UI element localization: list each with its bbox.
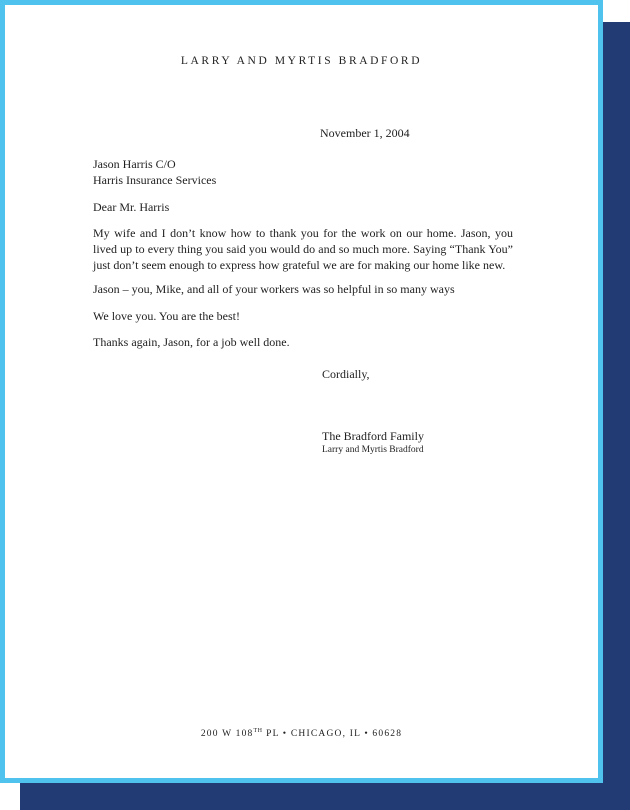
recipient-line-1: Jason Harris C/O xyxy=(93,157,176,171)
body-paragraph-1: My wife and I don’t know how to thank you for the work on our home. Jason, you lived up to every thing you said you would do and so much more. Saying “Thank You” just don’t seem enough to express how grateful we are for making our home like new. xyxy=(93,226,513,272)
body-paragraph-2: Jason – you, Mike, and all of your workers was so helpful in so many ways xyxy=(93,282,455,296)
body-paragraph-4: Thanks again, Jason, for a job well done. xyxy=(93,335,290,349)
body-paragraph-3: We love you. You are the best! xyxy=(93,309,241,323)
footer-street-number: 200 W 108 xyxy=(200,729,254,740)
footer-city-zip: PL • CHICAGO, IL • 60628 xyxy=(262,729,403,740)
recipient-address xyxy=(93,156,216,188)
salutation: Dear Mr. Harris xyxy=(93,200,170,214)
footer-street-suffix: TH xyxy=(253,728,263,734)
footer-address xyxy=(5,728,598,739)
closing: Cordially, xyxy=(322,367,370,381)
signature-name: The Bradford Family xyxy=(322,429,424,443)
signature-subline: Larry and Myrtis Bradford xyxy=(322,445,424,455)
letterhead-title: LARRY AND MYRTIS BRADFORD xyxy=(180,55,423,67)
recipient-line-2: Harris Insurance Services xyxy=(93,173,217,187)
letter-date: November 1, 2004 xyxy=(320,126,410,140)
